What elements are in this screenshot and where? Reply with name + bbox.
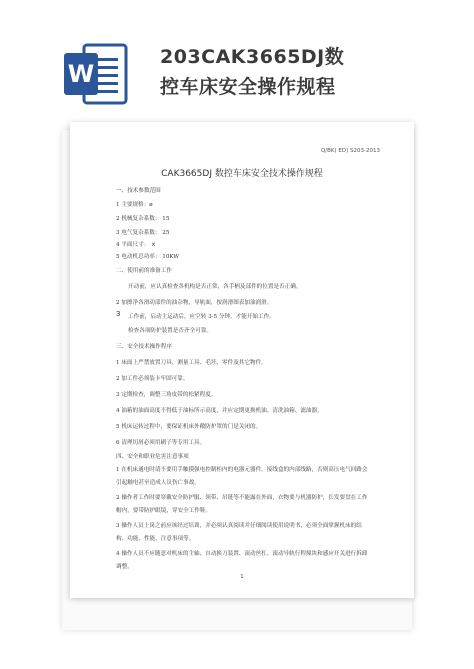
spec-line: 1 主要规格：ø [116, 202, 153, 208]
banner-title-line1: 203CAK3665DJ数 [160, 46, 345, 68]
document-title: CAK3665DJ 数控车床安全技术操作规程 [161, 169, 323, 179]
list-item: 3 定期检查，调整三角皮带的松紧程度。 [116, 392, 217, 398]
document-page [70, 122, 414, 598]
list-item: 4 操作人员不应随意对机床的主轴、自动换刀装置、滚动丝杠、滚动导轨行程撞块和感应开关进行拆卸调整。 [116, 551, 368, 570]
banner-title-line2: 控车床安全操作规程 [160, 76, 336, 98]
section-heading: 一、技术参数范围 [116, 188, 161, 194]
word-document-icon [62, 40, 130, 108]
item-number: 3 [116, 310, 121, 318]
banner-title [160, 42, 460, 102]
section-heading: 二、使用前的准备工作 [116, 268, 172, 274]
spec-line: 2 机械复杂系数： 15 [116, 216, 170, 222]
list-item: 1 在机床通电时请不要用手触摸强电控制柜内的电器元器件，接线盒的内部线路，否则高压电气回路会引起触电甚至造成人员伤亡事故。 [116, 467, 368, 486]
spec-line: 4 平面尺寸： × [116, 242, 156, 248]
svg-text:W: W [67, 60, 95, 88]
spec-line: 5 电动机总功率： 10KW [116, 254, 180, 260]
page-number: 1 [240, 574, 244, 580]
banner [0, 0, 474, 120]
section-heading: 三、安全技术操作程序 [116, 344, 172, 350]
list-item: 1 床面上严禁放置刀具、测量工具、毛坯、零件及其它物件。 [116, 360, 267, 366]
paragraph: 开动前，应认真检查各机构是否正常，各手柄及部件的位置是否正确。 [128, 284, 302, 290]
list-item: 6 清理切屑必须用刷子等专用工具。 [116, 440, 206, 446]
list-item: 3 操作人员上岗之前应该经过培训，并必须认真阅读并仔细阅读使用说明书，必须全面掌握机床的结构、功能、性能、注意事项等。 [116, 523, 362, 542]
paragraph: 工作前，启动主运动后，应空转 3-5 分钟，才能开始工作。 [128, 314, 275, 320]
list-item: 5 机床运转过程中，要保证机床外敞防护罩的门是关闭的。 [116, 424, 262, 430]
list-item: 2 操作者工作时要穿戴安全防护服、领带、吊链等不能露在外面，衣物要与机器防护，长发要盘在工作帽内，要带防护眼镜，穿安全工作鞋。 [116, 495, 368, 514]
list-item: 2 加工件必须装卡牢固可靠。 [116, 376, 189, 382]
paragraph: 检查各项防护装置是否齐全可靠。 [128, 328, 212, 334]
paragraph: 2 加擦净各滑动部件的油杂物，导轨面，按润滑图表加油润滑。 [116, 300, 273, 306]
standard-number: Q/BK( ED) S203-2013 [320, 148, 380, 154]
section-heading: 四、安全和职业危害注意事项 [116, 454, 189, 460]
list-item: 4 油箱的油面高度不得低于油标所示高度，并应定期更换机油、清洗油箱、滤油器。 [116, 408, 323, 414]
spec-line: 3 电气复杂系数： 25 [116, 230, 170, 236]
